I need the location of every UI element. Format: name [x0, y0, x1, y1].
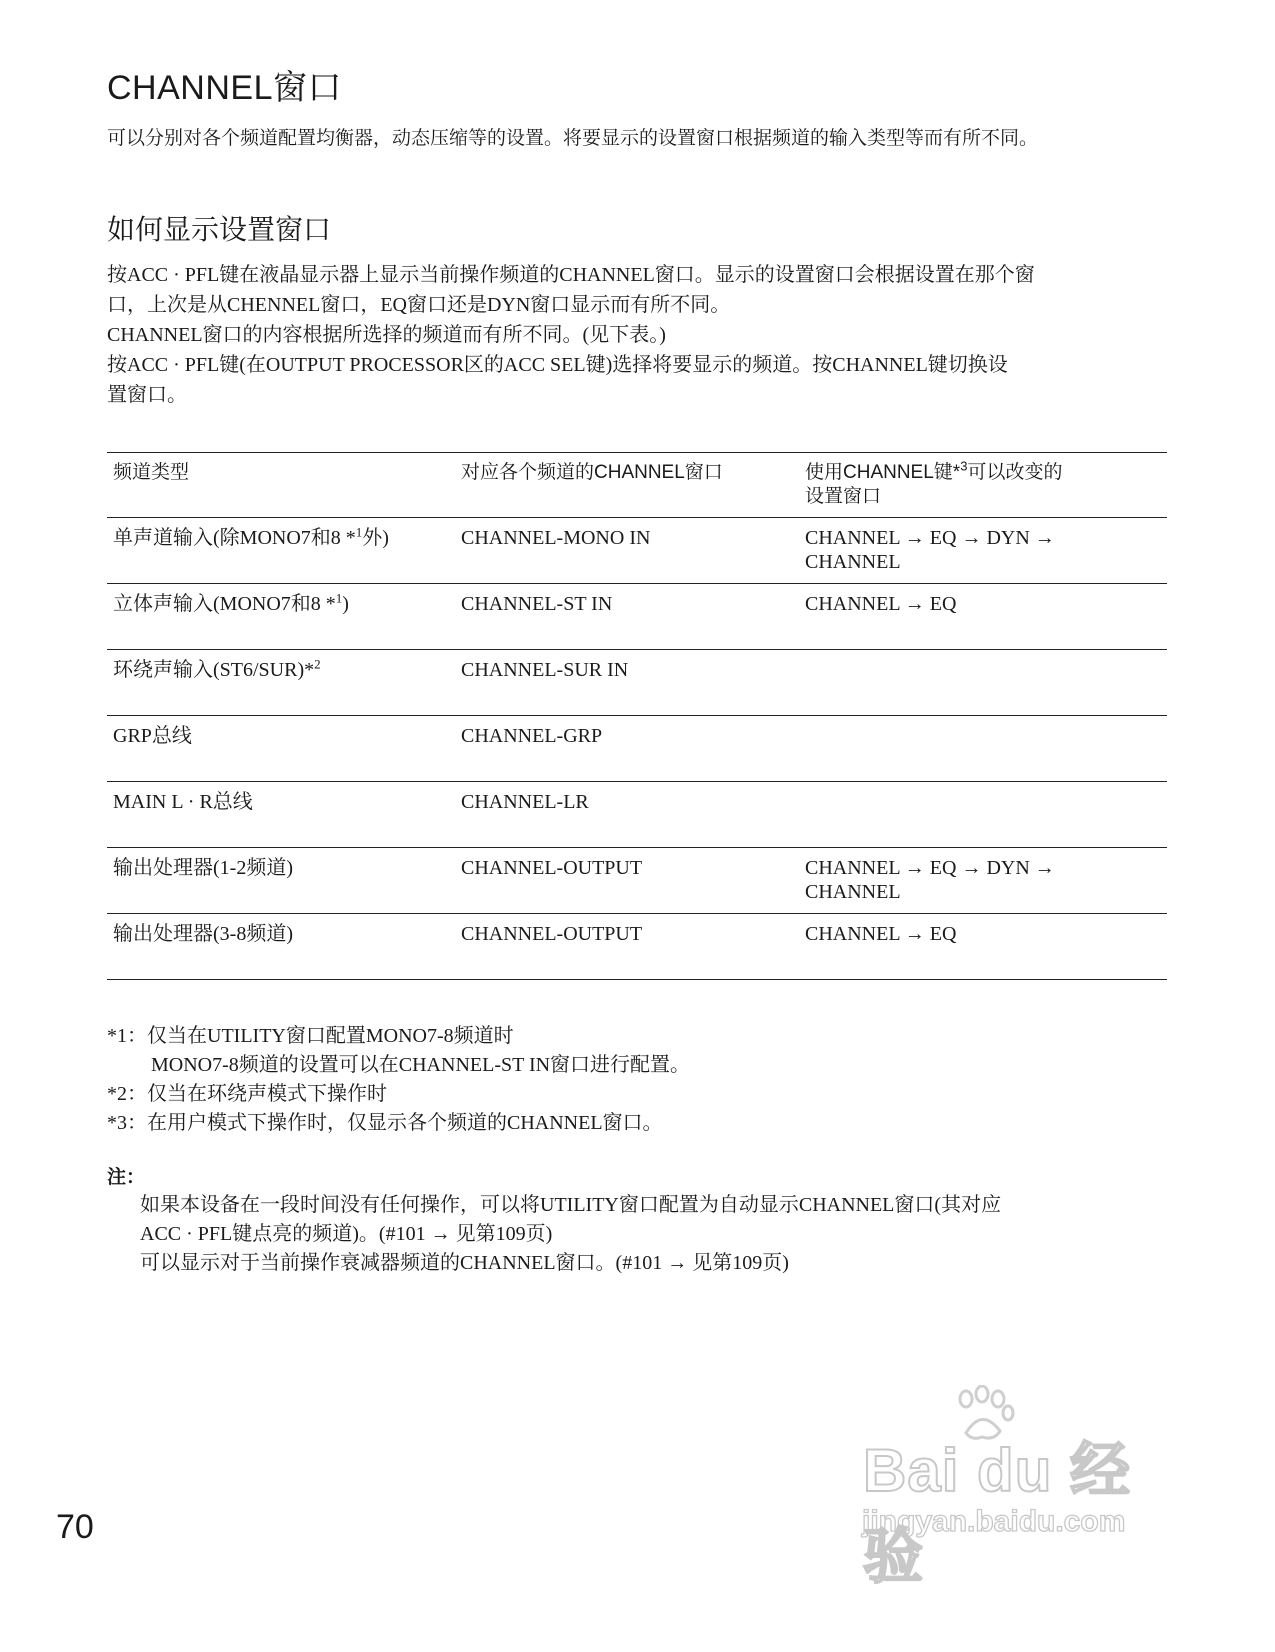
table-row: [107, 848, 1167, 914]
table-row: [107, 584, 1167, 650]
cell-channel-window: CHANNEL-LR: [455, 782, 799, 848]
page-content: [107, 60, 1167, 1278]
page-number: 70: [56, 1508, 94, 1546]
table-row: [107, 716, 1167, 782]
table-row: [107, 914, 1167, 980]
cell-channel-window: CHANNEL-OUTPUT: [455, 848, 799, 914]
cell-channel-window: CHANNEL-SUR IN: [455, 650, 799, 716]
header-text: 设置窗口: [805, 486, 882, 507]
header-channel-window: 对应各个频道的CHANNEL窗口: [455, 453, 799, 518]
note-line: ACC · PFL键点亮的频道)。(#101 → 见第109页): [140, 1223, 553, 1245]
cell-channel-window: CHANNEL-ST IN: [455, 584, 799, 650]
baidu-watermark: [858, 1385, 1158, 1590]
note-line: 如果本设备在一段时间没有任何操作，可以将UTILITY窗口配置为自动显示CHANNEL窗口(其对应: [140, 1194, 1002, 1216]
header-channel-type: 频道类型: [107, 453, 455, 518]
paragraph-line: 按ACC · PFL键在液晶显示器上显示当前操作频道的CHANNEL窗口。显示的设置窗口会根据设置在那个窗: [107, 264, 1035, 286]
cell-text: 立体声输入(MONO7和8 *: [113, 593, 336, 615]
paragraph-line: 按ACC · PFL键(在OUTPUT PROCESSOR区的ACC SEL键)选择将要显示的频道。按CHANNEL键切换设: [107, 354, 1008, 376]
channel-window-table: [107, 452, 1167, 980]
cell-text: CHANNEL: [805, 881, 901, 903]
cell-switchable-window: [799, 782, 1167, 848]
cell-channel-type: [107, 518, 455, 584]
footnote-2: *2：仅当在环绕声模式下操作时: [107, 1083, 387, 1105]
cell-switchable-window: [799, 650, 1167, 716]
cell-text: 环绕声输入(ST6/SUR)*: [113, 659, 315, 681]
header-text: 使用CHANNEL键*: [805, 462, 961, 483]
cell-text: CHANNEL → EQ → DYN →: [805, 527, 1055, 549]
table-row: [107, 518, 1167, 584]
paragraph-line: 口，上次是从CHENNEL窗口，EQ窗口还是DYN窗口显示而有所不同。: [107, 294, 731, 316]
note-line: 可以显示对于当前操作衰减器频道的CHANNEL窗口。(#101 → 见第109页): [140, 1252, 789, 1274]
cell-channel-type: MAIN L · R总线: [107, 782, 455, 848]
cell-text: CHANNEL: [805, 551, 901, 573]
footnote-3: *3：在用户模式下操作时，仅显示各个频道的CHANNEL窗口。: [107, 1112, 663, 1134]
cell-channel-type: 输出处理器(1-2频道): [107, 848, 455, 914]
footnote-marker: 3: [960, 458, 968, 474]
footnote-marker: 1: [355, 524, 363, 540]
cell-text: CHANNEL → EQ → DYN →: [805, 857, 1055, 879]
cell-channel-type: GRP总线: [107, 716, 455, 782]
cell-text: 单声道输入(除MONO7和8 *: [113, 527, 356, 549]
footnote-1-continued: MONO7-8频道的设置可以在CHANNEL-ST IN窗口进行配置。: [151, 1054, 691, 1076]
cell-channel-window: CHANNEL-GRP: [455, 716, 799, 782]
footnote-1: *1：仅当在UTILITY窗口配置MONO7-8频道时: [107, 1025, 514, 1047]
table-header-row: [107, 453, 1167, 518]
cell-text: ): [342, 593, 349, 615]
cell-text: CHANNEL → EQ: [805, 923, 957, 945]
footnote-marker: 2: [314, 656, 321, 672]
cell-channel-window: CHANNEL-OUTPUT: [455, 914, 799, 980]
cell-switchable-window: [799, 716, 1167, 782]
table-row: [107, 650, 1167, 716]
paragraph-line: CHANNEL窗口的内容根据所选择的频道而有所不同。(见下表。): [107, 324, 666, 346]
note-body: [107, 1191, 1167, 1278]
cell-channel-window: CHANNEL-MONO IN: [455, 518, 799, 584]
section-heading: 如何显示设置窗口: [107, 214, 332, 245]
intro-text: 可以分别对各个频道配置均衡器，动态压缩等的设置。将要显示的设置窗口根据频道的输入类型等而有所不同。: [107, 128, 1039, 149]
cell-switchable-window: [799, 914, 1167, 980]
cell-switchable-window: [799, 584, 1167, 650]
cell-switchable-window: [799, 848, 1167, 914]
note-label: 注：: [107, 1167, 146, 1188]
cell-channel-type: 输出处理器(3-8频道): [107, 914, 455, 980]
table-row: [107, 782, 1167, 848]
paragraph-line: 置窗口。: [107, 384, 187, 406]
watermark-url: jingyan.baidu.com: [862, 1505, 1126, 1538]
watermark-brand: Bai du 经验: [863, 1437, 1132, 1590]
footnote-marker: 1: [335, 590, 343, 606]
footnotes: [107, 1022, 1167, 1138]
page-title: CHANNEL窗口: [107, 69, 342, 107]
header-switchable-window: [799, 453, 1167, 518]
cell-switchable-window: [799, 518, 1167, 584]
cell-channel-type: [107, 584, 455, 650]
cell-text: CHANNEL → EQ: [805, 593, 957, 615]
cell-text: 外): [362, 527, 389, 549]
header-text: 可以改变的: [967, 462, 1063, 483]
cell-channel-type: [107, 650, 455, 716]
